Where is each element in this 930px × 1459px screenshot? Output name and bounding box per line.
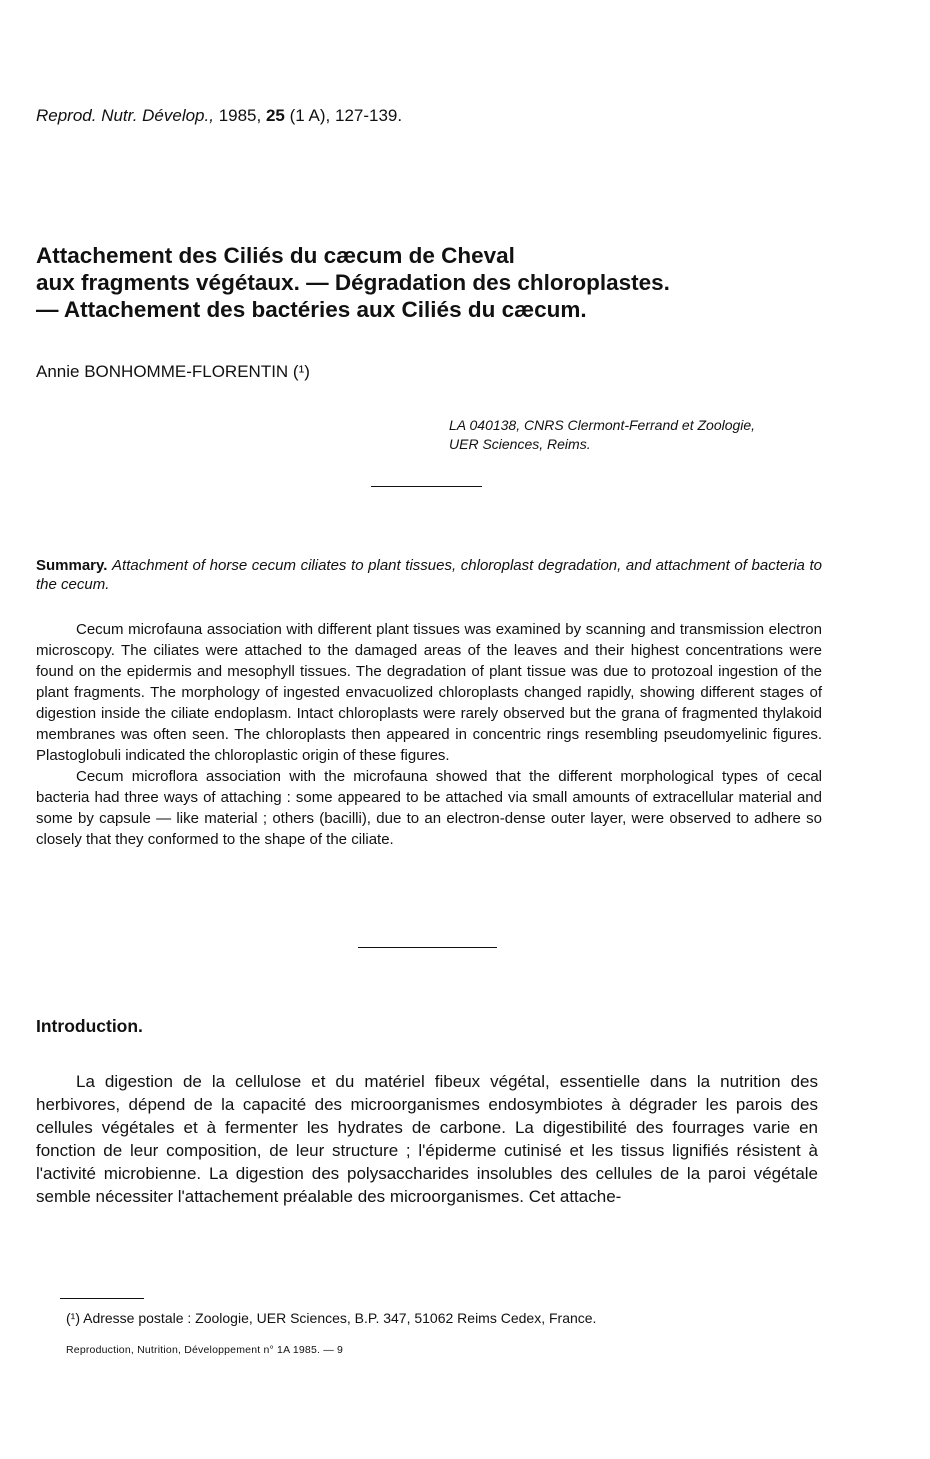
affiliation	[449, 416, 755, 454]
section-divider-bottom	[358, 947, 497, 948]
section-divider-top	[371, 486, 482, 487]
abstract-paragraph-2: Cecum microflora association with the microfauna showed that the different morphological types of cecal bacteria had three ways of attaching : some appeared to be attached via small amounts of extracellular material and some by capsule — like material ; others (bacilli), due to an electron-dense outer layer, were observed to adhere so closely that they conformed to the shape of the ciliate.	[36, 768, 822, 848]
journal-name: Reprod. Nutr. Dévelop.,	[36, 106, 214, 125]
title-line-3: — Attachement des bactéries aux Ciliés du cæcum.	[36, 297, 587, 322]
page-footer: Reproduction, Nutrition, Développement n° 1A 1985. — 9	[66, 1344, 344, 1356]
introduction-paragraph: La digestion de la cellulose et du matériel fibeux végétal, essentielle dans la nutrition des herbivores, dépend de la capacité des microorganismes endosymbiotes à dégrader les parois des cellules végétales et à fermenter les hydrates de carbone. La digestibilité des fourrages varie en fonction de leur composition, de leur structure ; l'épiderme cutinisé et les tissus lignifiés résistent à l'activité microbienne. La digestion des polysaccharides insolubles des cellules de la paroi végétale semble nécessiter l'attachement préalable des microorganismes. Cet attache-	[36, 1072, 818, 1206]
title-line-1: Attachement des Ciliés du cæcum de Cheval	[36, 243, 515, 268]
citation-year: 1985,	[218, 106, 262, 125]
footnote-rule	[60, 1298, 144, 1299]
footnote: (¹) Adresse postale : Zoologie, UER Sciences, B.P. 347, 51062 Reims Cedex, France.	[66, 1310, 597, 1326]
journal-citation	[36, 106, 402, 126]
affiliation-line-2: UER Sciences, Reims.	[449, 436, 591, 452]
abstract-paragraph-1: Cecum microfauna association with different plant tissues was examined by scanning and transmission electron microscopy. The ciliates were attached to the damaged areas of the leaves and their highest concentrations were found on the epidermis and mesophyll tissues. The degradation of plant tissue was due to protozoal ingestion of the plant fragments. The morphology of ingested envacuolized chloroplasts changed rapidly, showing different stages of digestion inside the ciliate endoplasm. Intact chloroplasts were rarely observed but the grana of fragmented thylakoid membranes was often seen. The chloroplasts then appeared in concentric rings resembling pseudomyelinic figures. Plastoglobuli indicated the chloroplastic origin of these figures.	[36, 621, 822, 764]
summary-label: Summary.	[36, 557, 108, 574]
summary-title: Attachment of horse cecum ciliates to plant tissues, chloroplast degradation, and attachment of bacteria to the cecum.	[36, 557, 822, 593]
citation-pages: 127-139.	[334, 106, 403, 125]
affiliation-line-1: LA 040138, CNRS Clermont-Ferrand et Zoologie,	[449, 417, 756, 433]
citation-issue: (1 A),	[289, 106, 331, 125]
citation-volume: 25	[265, 106, 285, 125]
author-name: Annie BONHOMME-FLORENTIN (¹)	[36, 362, 310, 381]
title-line-2: aux fragments végétaux. — Dégradation des chloroplastes.	[36, 270, 670, 295]
summary	[36, 556, 822, 594]
introduction-heading: Introduction.	[36, 1016, 143, 1036]
abstract	[36, 619, 822, 850]
article-title	[36, 242, 896, 323]
